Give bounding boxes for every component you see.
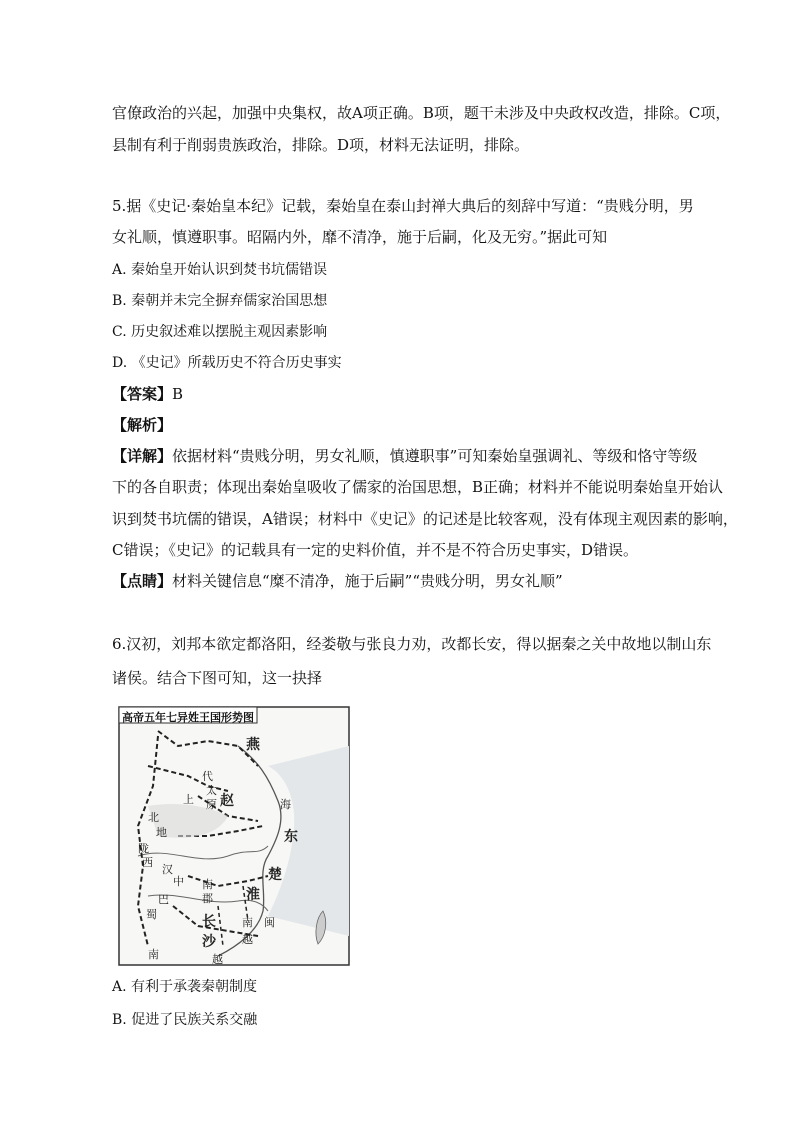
map-label-zhong: 中 [173,875,184,888]
map-label-sha: 沙 [202,934,216,950]
map-label-ba: 巴 [158,893,169,906]
map-label-long: 陇 [138,842,149,855]
map-label-taiyuan-1: 太 [206,784,217,797]
map-label-zhao: 赵 [220,793,234,809]
q6-stem-line-2: 诸侯。结合下图可知，这一抉择 [112,669,323,687]
q5-detail-line-2: 下的各自职责；体现出秦始皇吸收了儒家的治国思想，B正确；材料并不能说明秦始皇开始认 [112,478,724,496]
q5-key-point [112,571,563,591]
section-tag: 【详解】 [112,447,173,465]
map-label-yue-1: 越 [242,933,253,946]
map-title: 高帝五年七异姓王国形势图 [122,711,254,724]
map-label-min: 闽 [264,916,275,929]
map-label-taiyuan-2: 原 [206,798,217,811]
map-label-chu: 楚 [268,867,282,883]
q5-stem-line-2: 女礼顺，慎遵职事。昭隔内外，靡不清净，施于后嗣，化及无穷。”据此可知 [112,228,608,246]
map-label-bei: 北 [148,811,159,824]
map-label-yan: 燕 [246,737,260,753]
map-label-nan-2: 南 [148,948,159,961]
section-text: 材料关键信息“糜不清净，施于后嗣”“贵贱分明，男女礼顺” [172,572,563,590]
q5-detail-line-4: C错误；《史记》的记载具有一定的史料价值，并不是不符合历史事实，D错误。 [112,541,639,559]
q5-option-b: B. 秦朝并未完全摒弃儒家治国思想 [112,293,328,309]
map-label-yue-2: 越 [212,953,223,966]
map-label-han: 汉 [162,863,173,876]
section-tag: 【解析】 [112,416,173,434]
map-label-jun: 郡 [202,892,213,905]
q5-detail-line-3: 识到焚书坑儒的错误，A错误；材料中《史记》的记述是比较客观，没有体现主观因素的影响， [112,510,738,528]
prev-analysis-line-1: 官僚政治的兴起，加强中央集权，故A项正确。B项，题干未涉及中央政权改造，排除。C项， [112,104,731,122]
prev-analysis-line-2: 县制有利于削弱贵族政治，排除。D项，材料无法证明，排除。 [112,136,530,154]
q6-stem-line-1: 6.汉初，刘邦本欲定都洛阳，经娄敬与张良力劝，改都长安，得以据秦之关中故地以制山东 [112,635,712,653]
section-tag: 【答案】 [112,385,173,403]
map-label-shang: 上 [183,793,194,806]
q5-answer [112,384,183,404]
map-graphic [118,706,350,968]
han-kingdoms-map [118,706,350,968]
map-label-nan-1: 南 [242,916,253,929]
map-label-shu: 蜀 [146,908,157,921]
q5-option-a: A. 秦始皇开始认识到焚书坑儒错误 [112,262,328,278]
section-tag: 【点睛】 [112,572,173,590]
q6-option-a: A. 有利于承袭秦朝制度 [112,979,258,995]
section-text: B [172,385,184,403]
map-label-chang: 长 [202,914,216,930]
map-label-dai: 代 [202,770,213,783]
map-label-di: 地 [156,826,167,839]
q5-option-c: C. 历史叙述难以摆脱主观因素影响 [112,324,328,340]
map-label-dong: 东 [284,829,298,845]
q5-detail-line-1 [112,446,697,466]
q5-stem-line-1: 5.据《史记·秦始皇本纪》记载，秦始皇在泰山封禅大典后的刻辞中写道：“贵贱分明，男 [112,197,694,215]
q6-option-b: B. 促进了民族关系交融 [112,1012,258,1028]
map-label-hai: 海 [280,798,291,811]
map-label-huai: 淮 [246,887,260,903]
map-label-nan-3: 南 [202,878,213,891]
section-text: 依据材料“贵贱分明，男女礼顺，慎遵职事”可知秦始皇强调礼、等级和恪守等级 [172,447,698,465]
q5-option-d: D. 《史记》所载历史不符合历史事实 [112,355,342,371]
q5-analysis-heading [112,415,172,435]
map-label-xi: 西 [142,856,153,869]
